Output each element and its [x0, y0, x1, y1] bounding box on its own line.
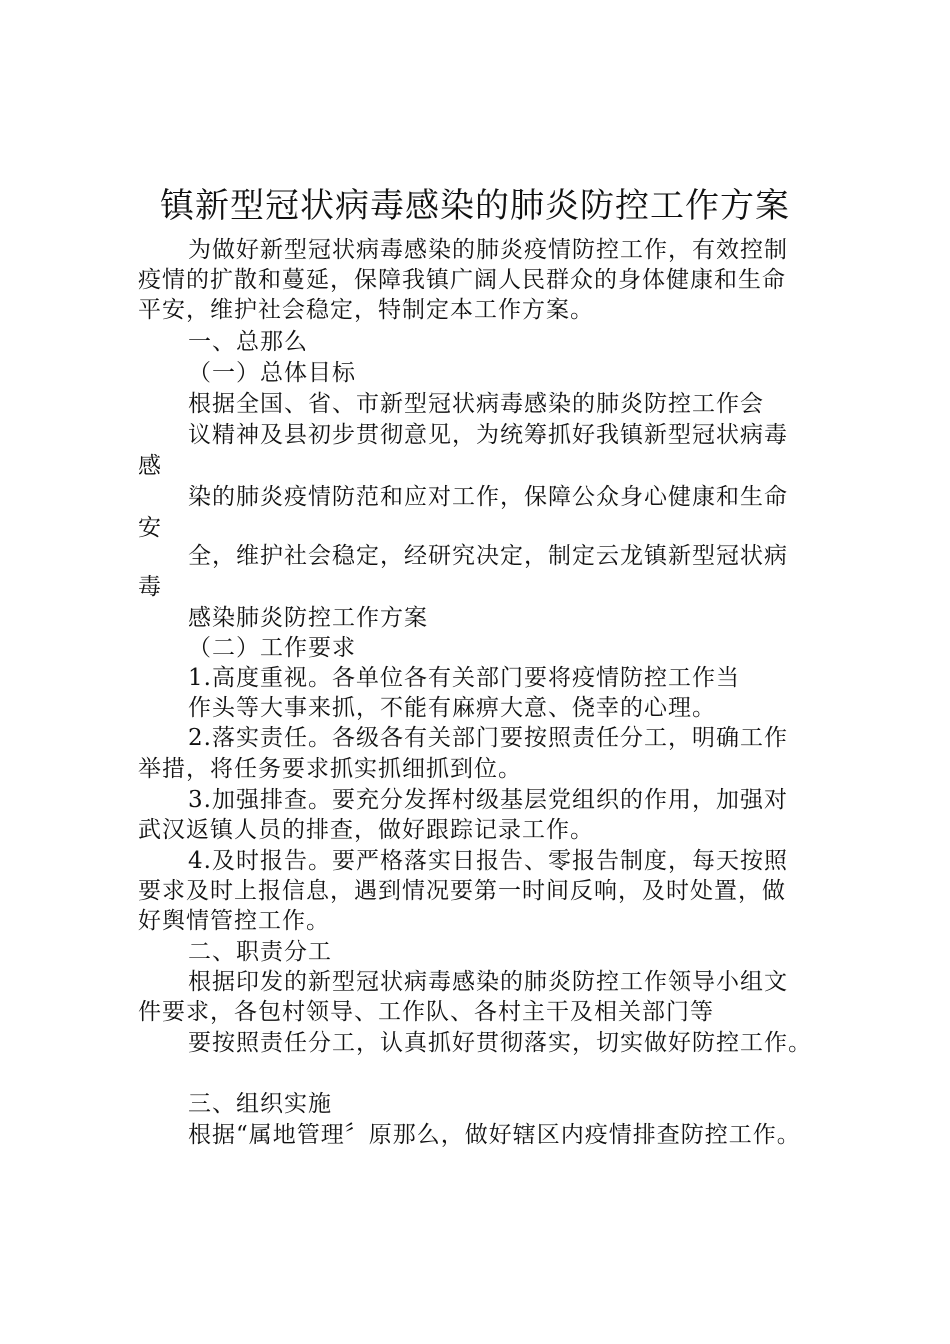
body-line: 要按照责任分工，认真抓好贯彻落实，切实做好防控工作。: [188, 1030, 812, 1056]
body-line: 好舆情管控工作。: [138, 908, 330, 934]
body-line: 武汉返镇人员的排查，做好跟踪记录工作。: [138, 817, 594, 843]
body-line: 4.及时报告。要严格落实日报告、零报告制度，每天按照: [188, 848, 788, 874]
body-line: 议精神及县初步贯彻意见，为统筹抓好我镇新型冠状病毒: [188, 422, 788, 448]
subsection-heading: （二）工作要求: [188, 635, 356, 661]
section-heading: 一、总那么: [188, 329, 308, 355]
body-line: 安: [138, 515, 162, 541]
body-line: 根据印发的新型冠状病毒感染的肺炎防控工作领导小组文: [188, 969, 788, 995]
body-line: 2.落实责任。各级各有关部门要按照责任分工，明确工作: [188, 725, 788, 751]
section-heading: 三、组织实施: [188, 1091, 332, 1117]
subsection-heading: （一）总体目标: [188, 360, 356, 386]
body-line: 染的肺炎疫情防范和应对工作，保障公众身心健康和生命: [188, 484, 788, 510]
body-line: 感染肺炎防控工作方案: [188, 605, 428, 631]
body-line: 平安，维护社会稳定，特制定本工作方案。: [138, 297, 594, 323]
section-heading: 二、职责分工: [188, 939, 332, 965]
body-line: 根据全国、省、市新型冠状病毒感染的肺炎防控工作会: [188, 391, 764, 417]
body-line: 举措，将任务要求抓实抓细抓到位。: [138, 756, 522, 782]
body-line: 疫情的扩散和蔓延，保障我镇广阔人民群众的身体健康和生命: [138, 267, 786, 293]
document-title: 镇新型冠状病毒感染的肺炎防控工作方案: [160, 186, 790, 226]
body-line: 作头等大事来抓，不能有麻痹大意、侥幸的心理。: [188, 695, 716, 721]
body-line: 为做好新型冠状病毒感染的肺炎疫情防控工作，有效控制: [188, 237, 788, 263]
body-line: 1.高度重视。各单位各有关部门要将疫情防控工作当: [188, 665, 740, 691]
body-line: 件要求，各包村领导、工作队、各村主干及相关部门等: [138, 999, 714, 1025]
body-line: 感: [138, 453, 162, 479]
body-line: 毒: [138, 574, 162, 600]
body-line: 要求及时上报信息，遇到情况要第一时间反响，及时处置，做: [138, 878, 786, 904]
body-line: 根据“属地管理〞原那么，做好辖区内疫情排查防控工作。: [188, 1122, 801, 1148]
body-line: 3.加强排查。要充分发挥村级基层党组织的作用，加强对: [188, 787, 788, 813]
body-line: 全，维护社会稳定，经研究决定，制定云龙镇新型冠状病: [188, 543, 788, 569]
